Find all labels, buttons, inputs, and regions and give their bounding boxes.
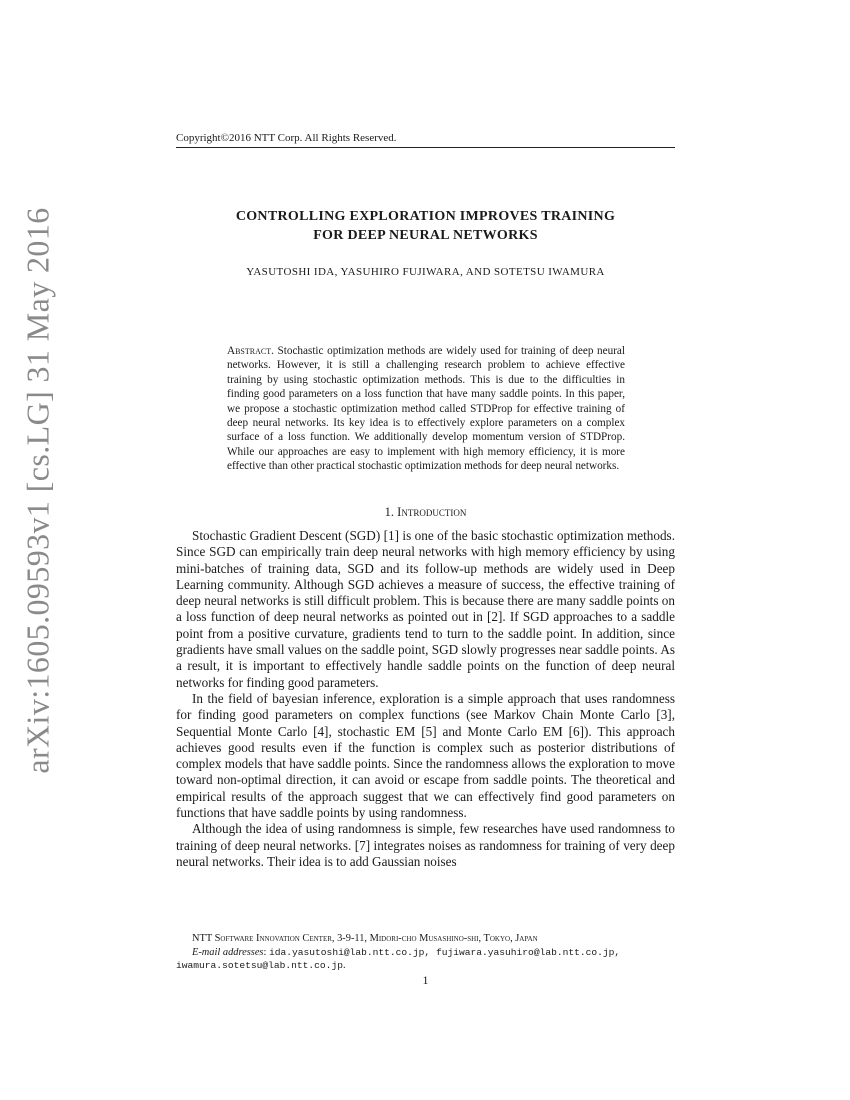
section-heading-introduction [176,505,675,520]
email-separator: : [263,946,269,958]
email-list-line-1: ida.yasutoshi@lab.ntt.co.jp, fujiwara.yasuhiro@lab.ntt.co.jp, [268,946,621,958]
paper-title-line-2: FOR DEEP NEURAL NETWORKS [313,228,538,243]
paper-title-line-1: CONTROLLING EXPLORATION IMPROVES TRAINING [235,209,616,224]
paper-title [176,207,675,245]
author-footnote [176,932,675,973]
body-paragraph-1: Stochastic Gradient Descent (SGD) [1] is one of the basic stochastic optimization methods. Since SGD can empirically train deep neural networks with high memory efficiency by using mini-batches of training data, SGD and its follow-up methods are widely used in Deep Learning community. Although SGD achieves a measure of success, the effective training of deep neural networks is still difficult problem. This is because there are many saddle points on a loss function of deep neural networks as pointed out in [2]. If SGD approaches to a saddle point from a positive curvature, gradients tend to turn to the saddle point. In addition, since gradients have small values on the saddle point, SGD slowly progresses near saddle points. As a result, it is important to effectively handle saddle points on the function of deep neural networks for finding good parameters. [176,528,675,690]
arxiv-identifier-text: arXiv:1605.09593v1 [cs.LG] 31 May 2016 [19,207,56,774]
abstract-text: Stochastic optimization methods are widely used for training of deep neural networks. However, it is still a challenging research problem to achieve effective training by using stochastic optimization methods. This is due to the difficulties in finding good parameters on a loss function that have many saddle points. In this paper, we propose a stochastic optimization method called STDProp for effective training of deep neural networks. Its key idea is to effectively explore parameters on a complex surface of a loss function. We additionally develop momentum version of STDProp. While our approaches are easy to implement with high memory efficiency, it is more effective than other practical stochastic optimization methods for deep neural networks. [227,345,625,473]
body-paragraph-2: In the field of bayesian inference, exploration is a simple approach that uses randomness for finding good parameters on complex functions (see Markov Chain Monte Carlo [3], Sequential Monte Carlo [4], stochastic EM [5] and Monte Carlo EM [6]). This approach achieves good results even if the function is complex such as posterior distributions of complex models that have saddle points. Since the randomness allows the exploration to move toward non-optimal direction, it can avoid or escape from saddle points. The theoretical and empirical results of the approach suggest that we can effectively find good parameters on functions that have saddle points by using randomness. [176,690,675,821]
section-title: Introduction [397,505,467,519]
email-label: E-mail addresses [192,946,264,958]
section-number: 1. [384,505,395,519]
abstract-label: Abstract. [227,345,274,357]
page-number: 1 [422,973,429,987]
arxiv-identifier-stamp [12,207,64,774]
email-end-mark: . [342,960,346,971]
abstract-block [227,344,625,474]
affiliation-line: NTT Software Innovation Center, 3-9-11, Midori-cho Musashino-shi, Tokyo, Japan [192,933,538,944]
email-continuation [176,959,675,973]
email-list-line-2: iwamura.sotetsu@lab.ntt.co.jp [176,960,343,971]
introduction-body [176,528,675,870]
body-paragraph-3: Although the idea of using randomness is simple, few researches have used randomness to training of deep neural networks. [7] integrates noises as randomness for training of very deep neural networks. Their idea is to add Gaussian noises [176,821,675,869]
email-addresses [176,946,675,960]
paper-authors: YASUTOSHI IDA, YASUHIRO FUJIWARA, AND SOTETSU IWAMURA [246,266,605,278]
copyright-notice: Copyright©2016 NTT Corp. All Rights Reserved. [176,132,675,148]
